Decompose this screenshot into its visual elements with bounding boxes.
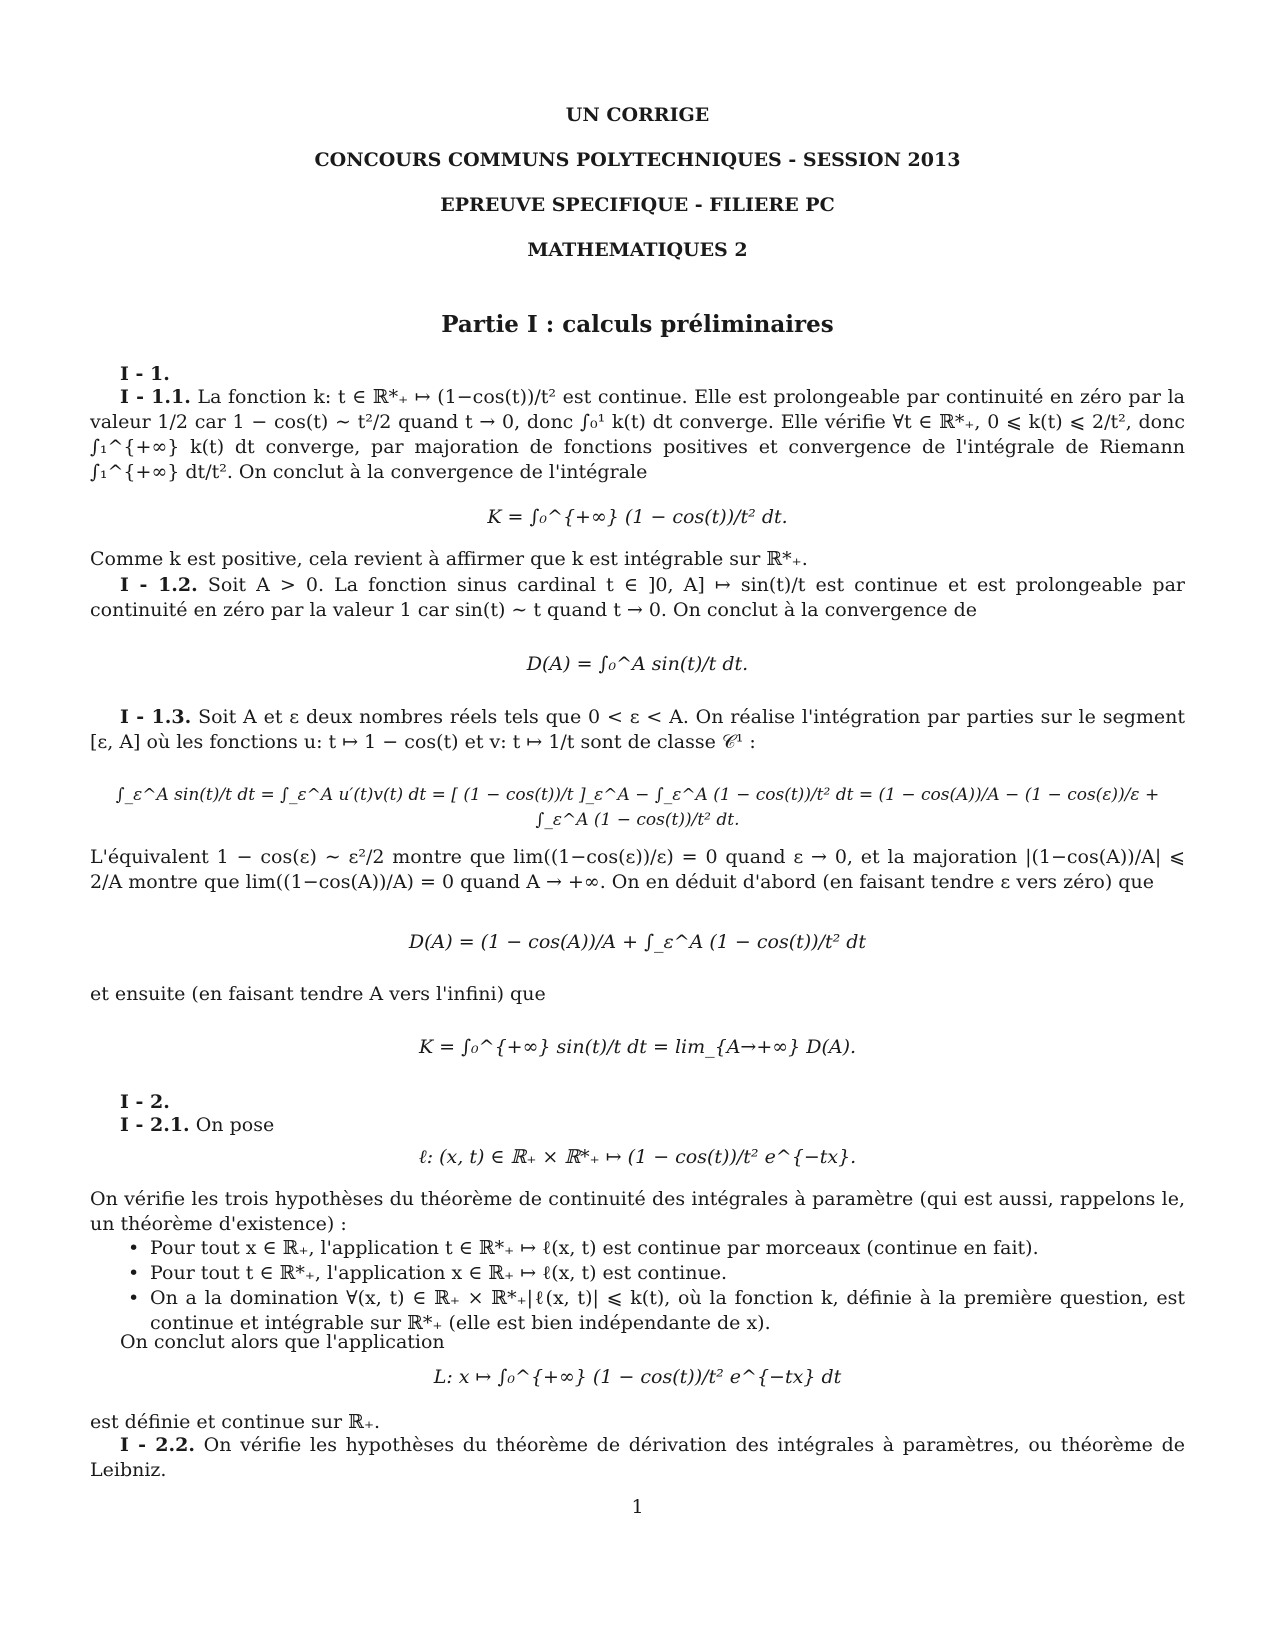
paragraph-q22 xyxy=(90,1433,1185,1483)
section-heading-1: I - 1. xyxy=(120,363,170,385)
part-title: Partie I : calculs préliminaires xyxy=(441,311,834,338)
question-label: I - 1.3. xyxy=(120,706,192,728)
paragraph-q13-then: et ensuite (en faisant tendre A vers l'infini) que xyxy=(90,983,546,1005)
question-text: Soit A > 0. La fonction sinus cardinal t ∈ ]0, A] ↦ sin(t)/t est continue et est prolongeable par continuité en zéro par la valeur 1 car sin(t) ∼ t quand t → 0. On conclut à la convergence de xyxy=(90,574,1185,621)
header-line-4: MATHEMATIQUES 2 xyxy=(527,239,748,261)
equation-integration-by-parts: ∫_ε^A sin(t)/t dt = ∫_ε^A u′(t)v(t) dt = [ (1 − cos(t))/t ]_ε^A − ∫_ε^A (1 − cos(t))/t² dt = (1 − cos(A))/A − (1 − cos(ε))/ε + ∫_ε^A (1 − cos(t))/t² dt. xyxy=(115,785,1160,830)
equation-L: L: x ↦ ∫₀^{+∞} (1 − cos(t))/t² e^{−tx} dt xyxy=(433,1366,842,1388)
question-text: Soit A et ε deux nombres réels tels que 0 < ε < A. On réalise l'intégration par parties sur le segment [ε, A] où les fonctions u: t ↦ 1 − cos(t) et v: t ↦ 1/t sont de classe 𝒞¹ : xyxy=(90,706,1185,753)
paragraph-q11-after: Comme k est positive, cela revient à affirmer que k est intégrable sur ℝ*₊. xyxy=(90,548,808,570)
list-item: • On a la domination ∀(x, t) ∈ ℝ₊ × ℝ*₊|ℓ(x, t)| ⩽ k(t), où la fonction k, définie à la première question, est continue et intégrable sur ℝ*₊ (elle est bien indépendante de x). xyxy=(150,1286,1185,1336)
list-item: • Pour tout x ∈ ℝ₊, l'application t ∈ ℝ*₊ ↦ ℓ(x, t) est continue par morceaux (continue en fait). xyxy=(150,1236,1185,1261)
paragraph-q21-hypotheses: On vérifie les trois hypothèses du théorème de continuité des intégrales à paramètre (qui est aussi, rappelons le, un théorème d'existence) : xyxy=(90,1188,1185,1235)
page-number: 1 xyxy=(631,1496,644,1518)
question-label: I - 2.1. xyxy=(120,1114,190,1136)
list-item: • Pour tout t ∈ ℝ*₊, l'application x ∈ ℝ₊ ↦ ℓ(x, t) est continue. xyxy=(150,1261,1185,1286)
section-heading-2: I - 2. xyxy=(120,1091,170,1113)
question-label: I - 1.1. xyxy=(120,386,191,408)
header-line-1: UN CORRIGE xyxy=(565,104,710,126)
equation-K2: K = ∫₀^{+∞} sin(t)/t dt = lim_{A→+∞} D(A). xyxy=(418,1036,857,1058)
document-page xyxy=(90,0,1185,1650)
question-label: I - 1.2. xyxy=(120,574,198,596)
question-label: I - 2.2. xyxy=(120,1434,195,1456)
hypotheses-list xyxy=(150,1236,1185,1336)
question-text: La fonction k: t ∈ ℝ*₊ ↦ (1−cos(t))/t² est continue. Elle est prolongeable par continuité en zéro par la valeur 1/2 car 1 − cos(t) ∼ t²/2 quand t → 0, donc ∫₀¹ k(t) dt converge. Elle vérifie ∀t ∈ ℝ*₊, 0 ⩽ k(t) ⩽ 2/t², donc ∫₁^{+∞} k(t) dt converge, par majoration de fonctions positives et convergence de l'intégrale de Riemann ∫₁^{+∞} dt/t². On conclut à la convergence de l'intégrale xyxy=(90,386,1185,483)
equation-l: ℓ: (x, t) ∈ ℝ₊ × ℝ*₊ ↦ (1 − cos(t))/t² e^{−tx}. xyxy=(418,1146,857,1168)
paragraph-q13 xyxy=(90,705,1185,755)
paragraph-q21-final: est définie et continue sur ℝ₊. xyxy=(90,1411,381,1433)
header-line-2: CONCOURS COMMUNS POLYTECHNIQUES - SESSION 2013 xyxy=(314,149,961,171)
equation-D: D(A) = ∫₀^A sin(t)/t dt. xyxy=(526,653,749,675)
paragraph-q21 xyxy=(90,1113,1185,1138)
paragraph-q11 xyxy=(90,385,1185,485)
equation-D2: D(A) = (1 − cos(A))/A + ∫_ε^A (1 − cos(t))/t² dt xyxy=(408,931,867,953)
paragraph-q21-conclusion: On conclut alors que l'application xyxy=(120,1331,445,1353)
paragraph-q12 xyxy=(90,573,1185,623)
paragraph-q13-limits: L'équivalent 1 − cos(ε) ∼ ε²/2 montre que lim((1−cos(ε))/ε) = 0 quand ε → 0, et la majoration |(1−cos(A))/A| ⩽ 2/A montre que lim((1−cos(A))/A) = 0 quand A → +∞. On en déduit d'abord (en faisant tendre ε vers zéro) que xyxy=(90,846,1185,893)
header-line-3: EPREUVE SPECIFIQUE - FILIERE PC xyxy=(440,194,835,216)
question-text: On vérifie les hypothèses du théorème de dérivation des intégrales à paramètres, ou théorème de Leibniz. xyxy=(90,1434,1185,1481)
question-text: On pose xyxy=(195,1114,275,1136)
equation-K: K = ∫₀^{+∞} (1 − cos(t))/t² dt. xyxy=(487,506,788,528)
